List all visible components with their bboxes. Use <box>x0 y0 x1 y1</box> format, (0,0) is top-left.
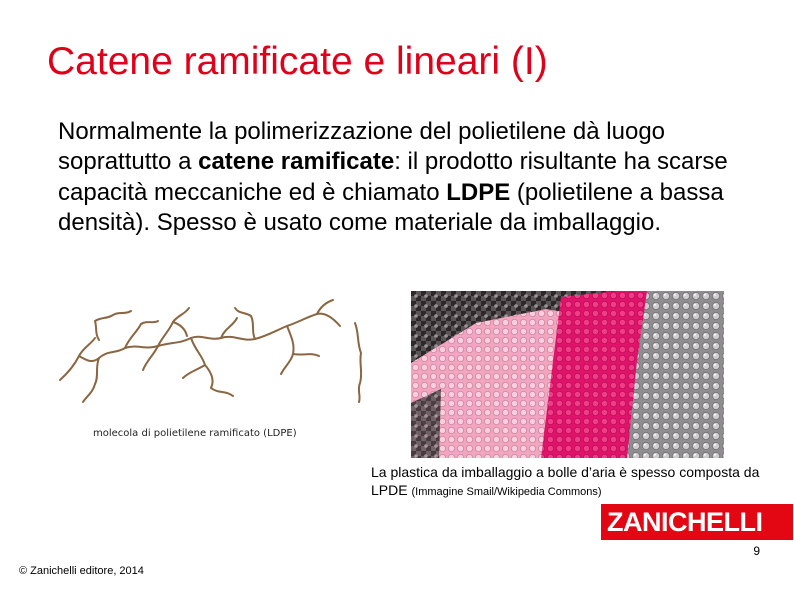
copyright-notice: © Zanichelli editore, 2014 <box>19 565 144 577</box>
diagram-label: molecola di polietilene ramificato (LDPE) <box>93 428 297 439</box>
slide-title: Catene ramificate e lineari (I) <box>47 40 548 83</box>
body-text-part2: : il prodotto risultante ha scarse capacità meccaniche ed è chiamato <box>58 148 728 206</box>
body-bold-ldpe: LDPE <box>446 178 511 206</box>
body-paragraph <box>58 117 758 239</box>
photo-caption <box>371 463 791 500</box>
branched-polyethylene-diagram <box>55 298 367 448</box>
caption-credit: (Immagine Smail/Wikipedia Commons) <box>411 486 602 499</box>
body-bold-branched-chains: catene ramificate <box>198 148 395 176</box>
bubble-wrap-photo <box>411 291 724 458</box>
zanichelli-logo: ZANICHELLI <box>601 504 793 540</box>
caption-text: La plastica da imballaggio a bolle d’aria è spesso composta da LPDE <box>371 464 760 499</box>
body-text-part3: (polietilene a bassa densità). Spesso è usato come materiale da imballaggio. <box>58 178 724 237</box>
page-number: 9 <box>753 544 760 558</box>
body-text-part1: Normalmente la polimerizzazione del polietilene dà luogo soprattutto a <box>58 118 666 176</box>
